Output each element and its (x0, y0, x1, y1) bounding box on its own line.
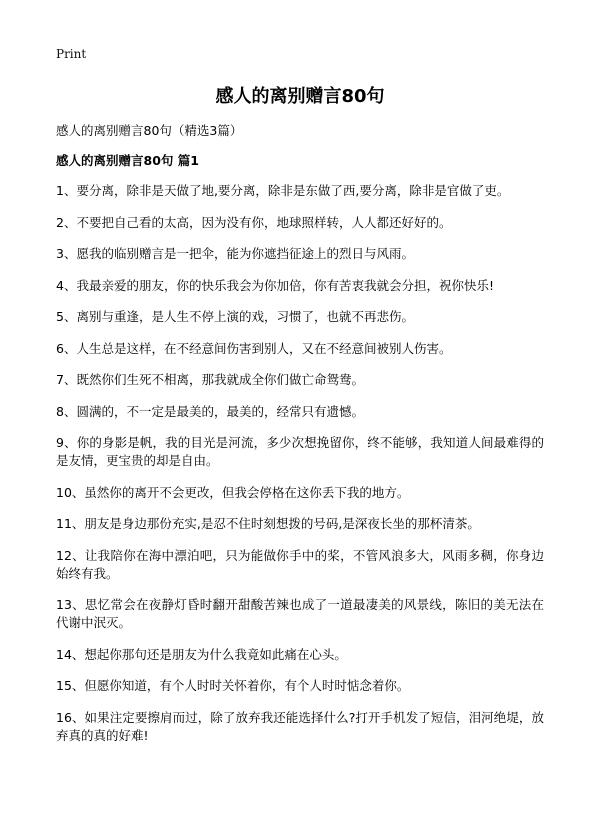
print-link[interactable]: Print (56, 47, 87, 61)
quote-item: 4、我最亲爱的朋友，你的快乐我会为你加倍，你有苦衷我就会分担，祝你快乐! (56, 277, 494, 293)
quote-item: 7、既然你们生死不相离，那我就成全你们做亡命鸳鸯。 (56, 372, 364, 387)
quote-item: 8、圆满的，不一定是最美的，最美的，经常只有遗憾。 (56, 403, 364, 419)
document-subtitle: 感人的离别赠言80句（精选3篇） (56, 123, 243, 138)
quote-item: 10、虽然你的离开不会更改，但我会停格在这你丢下我的地方。 (56, 484, 410, 500)
quote-item: 5、离别与重逢，是人生不停上演的戏，习惯了，也就不再悲伤。 (56, 309, 414, 324)
quote-list (56, 182, 544, 745)
document-title: 感人的离别赠言80句 (215, 86, 385, 107)
quote-item: 11、朋友是身边那份充实,是忍不住时刻想拨的号码,是深夜长坐的那杯清茶。 (56, 516, 480, 531)
quote-item: 3、愿我的临别赠言是一把伞，能为你遮挡征途上的烈日与风雨。 (56, 246, 414, 261)
quote-item: 14、想起你那句还是朋友为什么我竟如此痛在心头。 (56, 646, 347, 662)
quote-item: 15、但愿你知道，有个人时时关怀着你，有个人时时惦念着你。 (56, 678, 410, 693)
quote-item: 16、如果注定要擦肩而过，除了放弃我还能选择什么?打开手机发了短信，泪河绝堤，放弃真的真的好难! (56, 709, 544, 743)
quote-item: 6、人生总是这样，在不经意间伤害到别人，又在不经意间被别人伤害。 (56, 340, 452, 356)
section-heading: 感人的离别赠言80句 篇1 (56, 153, 199, 168)
quote-item: 12、让我陪你在海中漂泊吧，只为能做你手中的桨，不管风浪多大，风雨多稠，你身边始终有我。 (56, 547, 544, 581)
quote-item: 9、你的身影是帆，我的目光是河流，多少次想挽留你，终不能够，我知道人间最难得的是友情，更宝贵的却是自由。 (56, 435, 544, 468)
quote-item: 2、不要把自己看的太高，因为没有你，地球照样转，人人都还好好的。 (56, 214, 452, 230)
quote-item: 1、要分离，除非是天做了地,要分离，除非是东做了西,要分离，除非是官做了吏。 (56, 183, 510, 198)
quote-item: 13、思忆常会在夜静灯昏时翻开甜酸苦辣也成了一道最凄美的风景线，陈旧的美无法在代谢中泯灭。 (56, 597, 544, 630)
